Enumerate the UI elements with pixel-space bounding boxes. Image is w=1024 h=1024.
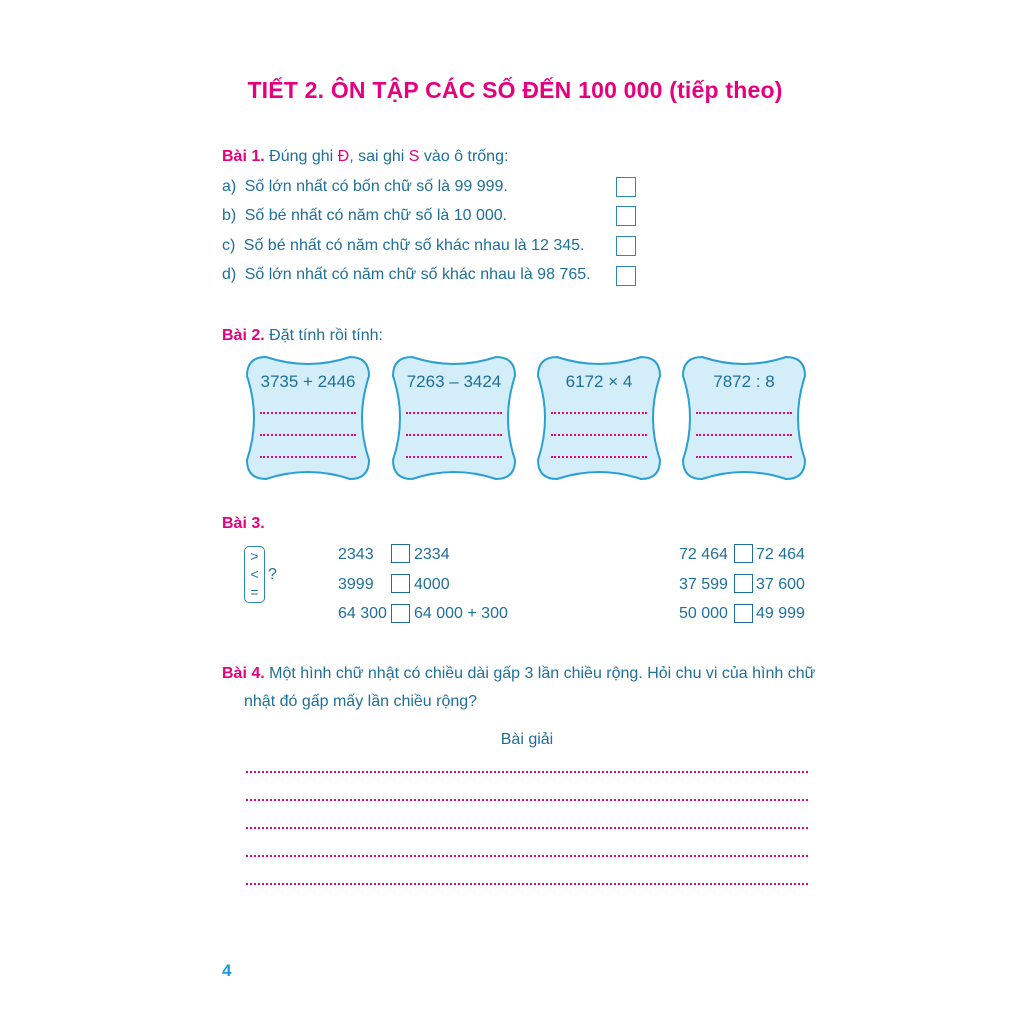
equal-sign: = [250,584,259,600]
less-sign: < [250,566,259,582]
calc-card-2 [390,354,518,482]
calc-card-4 [680,354,808,482]
exercise-1-item-b [222,207,507,225]
calc-expression: 6172 × 4 [565,372,633,391]
calc-expression: 3735 + 2446 [260,372,356,391]
compare-left-b: 64 000 + 300 [414,605,508,622]
item-text: Số lớn nhất có năm chữ số khác nhau là 98 765. [244,266,591,283]
exercise-1-s-letter: S [408,148,420,165]
question-mark: ? [268,566,277,583]
exercise-1-item-c [222,237,585,255]
page-number: 4 [222,961,232,980]
answer-line [551,434,647,436]
exercise-1-d-letter: Đ [337,148,350,165]
answer-checkbox-d[interactable] [616,266,636,286]
compare-answer-box[interactable] [734,544,753,563]
item-prefix: a) [222,178,237,195]
solution-writing-line[interactable] [246,771,808,773]
exercise-1-heading [222,148,508,166]
compare-right-b: 72 464 [756,546,805,563]
compare-right-a: 50 000 [679,605,728,622]
compare-left-a: 2343 [338,546,374,563]
solution-writing-line[interactable] [246,827,808,829]
compare-answer-box[interactable] [391,544,410,563]
compare-answer-box[interactable] [391,604,410,623]
exercise-2-label: Bài 2. [222,327,265,344]
answer-line [696,456,792,458]
answer-line [406,456,502,458]
answer-line [696,434,792,436]
compare-right-b: 37 600 [756,576,805,593]
calc-card-3 [535,354,663,482]
compare-left-a: 3999 [338,576,374,593]
answer-checkbox-a[interactable] [616,177,636,197]
answer-checkbox-c[interactable] [616,236,636,256]
answer-line [551,412,647,414]
exercise-4-line-1 [222,665,815,683]
exercise-1-item-a [222,178,508,196]
compare-answer-box[interactable] [734,574,753,593]
answer-line [406,412,502,414]
exercise-1-text-mid: , sai ghi [349,148,405,165]
answer-checkbox-b[interactable] [616,206,636,226]
comparison-signs-box [244,546,265,603]
item-prefix: c) [222,237,236,254]
solution-heading: Bài giải [500,731,554,748]
compare-right-a: 37 599 [679,576,728,593]
exercise-4-label: Bài 4. [222,665,265,682]
calc-expression: 7263 – 3424 [406,372,502,391]
exercise-3-heading [222,515,265,533]
calc-card-1 [244,354,372,482]
answer-line [406,434,502,436]
greater-sign: > [250,548,259,564]
exercise-1-text-before: Đúng ghi [269,148,334,165]
compare-right-a: 72 464 [679,546,728,563]
exercise-1-item-d [222,266,591,284]
exercise-1-text-after: vào ô trống: [423,148,509,165]
answer-line [696,412,792,414]
item-text: Số bé nhất có năm chữ số là 10 000. [244,207,508,224]
compare-left-b: 4000 [414,576,450,593]
answer-line [260,456,356,458]
compare-answer-box[interactable] [391,574,410,593]
exercise-2-heading [222,327,383,345]
exercise-4-line-2: nhật đó gấp mấy lần chiều rộng? [244,693,478,710]
compare-left-a: 64 300 [338,605,387,622]
item-text: Số bé nhất có năm chữ số khác nhau là 12 345. [243,237,585,254]
exercise-4-text: Một hình chữ nhật có chiều dài gấp 3 lần chiều rộng. Hỏi chu vi của hình chữ [269,665,816,682]
item-prefix: d) [222,266,237,283]
answer-line [260,434,356,436]
compare-answer-box[interactable] [734,604,753,623]
exercise-2-text: Đặt tính rồi tính: [269,327,383,344]
exercise-3-label: Bài 3. [222,515,265,532]
solution-writing-line[interactable] [246,799,808,801]
page-title: TIẾT 2. ÔN TẬP CÁC SỐ ĐẾN 100 000 (tiếp theo) [247,77,783,103]
exercise-1-label: Bài 1. [222,148,265,165]
calc-expression: 7872 : 8 [713,372,775,391]
compare-right-b: 49 999 [756,605,805,622]
compare-left-b: 2334 [414,546,450,563]
item-text: Số lớn nhất có bốn chữ số là 99 999. [244,178,508,195]
answer-line [551,456,647,458]
solution-writing-line[interactable] [246,883,808,885]
item-prefix: b) [222,207,237,224]
solution-writing-line[interactable] [246,855,808,857]
answer-line [260,412,356,414]
